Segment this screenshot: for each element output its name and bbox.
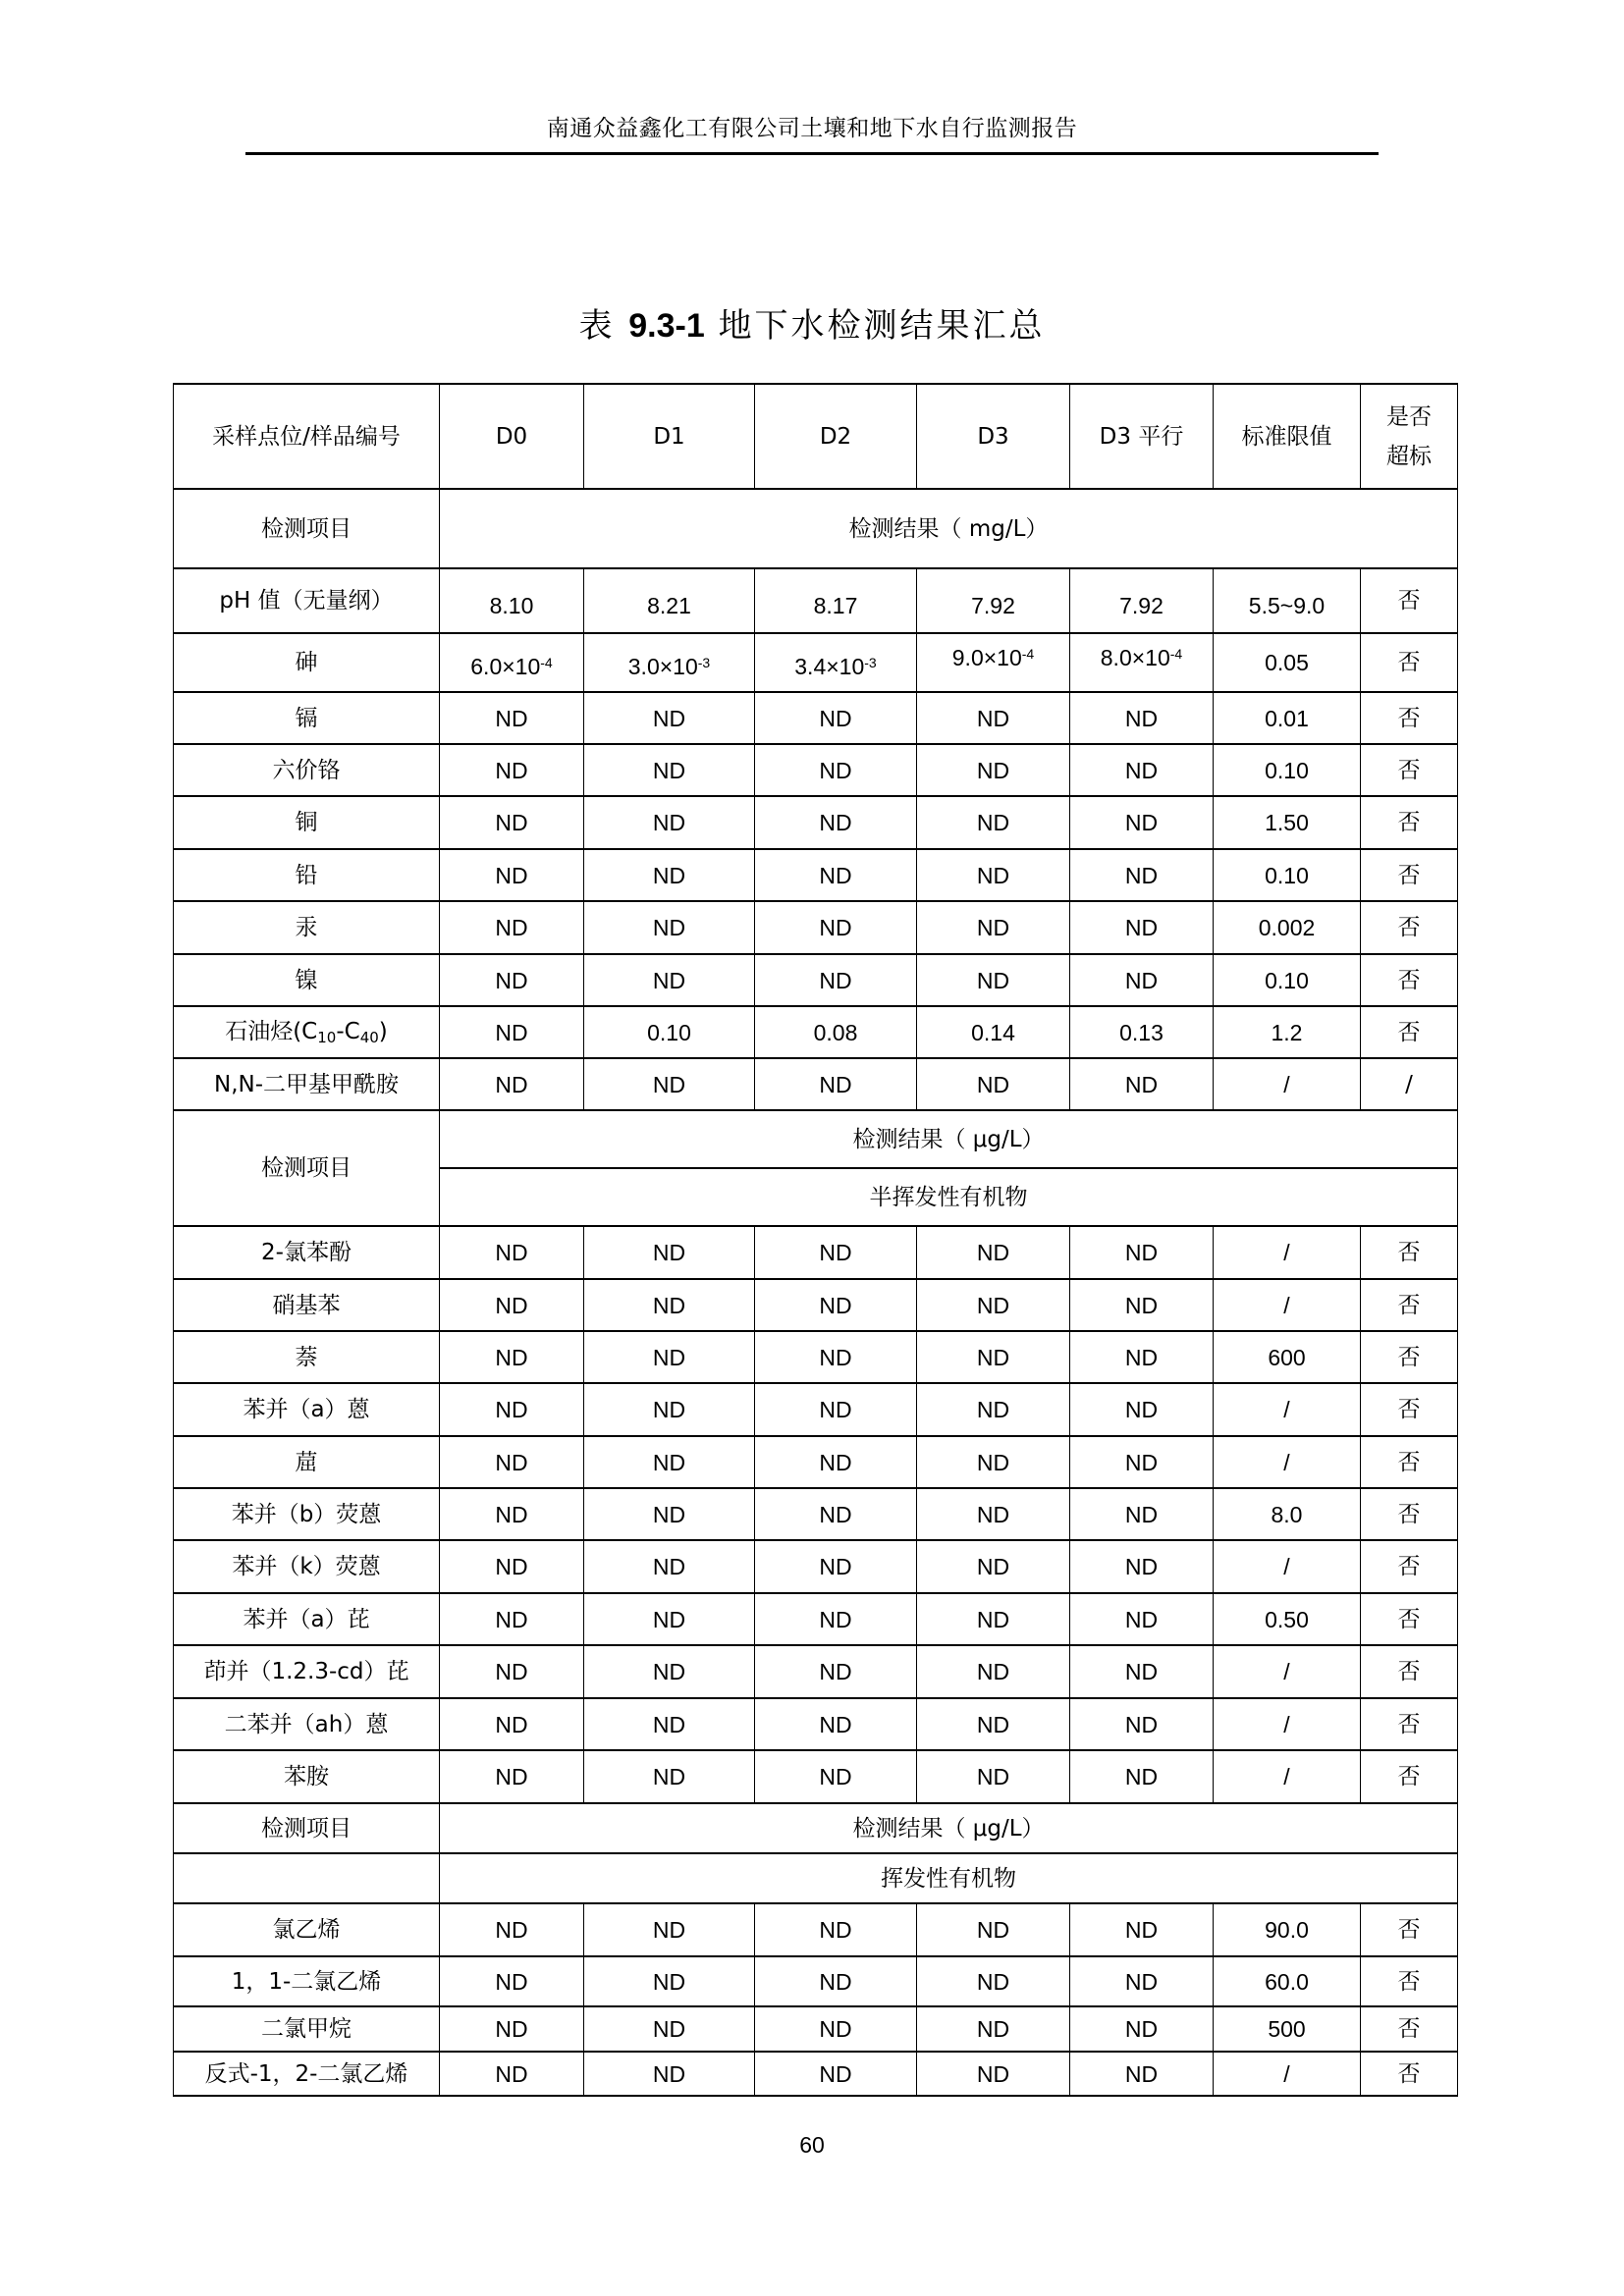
result-value: ND (440, 1488, 584, 1540)
result-value: ND (440, 1750, 584, 1803)
standard-limit-header: 标准限值 (1214, 384, 1361, 489)
title-prefix: 表 (578, 306, 616, 346)
standard-limit: / (1214, 2052, 1361, 2096)
item-name: 砷 (174, 633, 440, 692)
result-value: ND (1070, 692, 1214, 744)
result-value: ND (755, 901, 917, 954)
item-name: 苯胺 (174, 1750, 440, 1803)
result-value: ND (440, 2006, 584, 2052)
page-number: 60 (799, 2132, 825, 2158)
result-value: ND (755, 849, 917, 901)
result-value: ND (755, 1436, 917, 1488)
result-value: ND (917, 1488, 1070, 1540)
table-row (174, 1698, 1458, 1750)
exceed-flag: 否 (1361, 2052, 1458, 2096)
value-exponent: -3 (864, 655, 877, 670)
table-row (174, 954, 1458, 1006)
result-value: ND (755, 1279, 917, 1331)
table-row (174, 1279, 1458, 1331)
result-value: 0.13 (1070, 1006, 1214, 1058)
column-header: D3 (917, 384, 1070, 489)
result-value: ND (917, 1436, 1070, 1488)
table-row (174, 1331, 1458, 1383)
result-value: ND (1070, 1331, 1214, 1383)
standard-limit: / (1214, 1645, 1361, 1698)
result-value: ND (1070, 1383, 1214, 1436)
result-value: ND (1070, 1226, 1214, 1279)
exceed-flag: 否 (1361, 633, 1458, 692)
result-value (584, 633, 755, 692)
standard-limit: 60.0 (1214, 1956, 1361, 2006)
value-exponent: -4 (1169, 646, 1183, 662)
table-title (245, 302, 1379, 349)
table-row (174, 633, 1458, 692)
standard-limit: / (1214, 1226, 1361, 1279)
exceed-flag: 否 (1361, 1540, 1458, 1593)
standard-limit: 5.5~9.0 (1214, 568, 1361, 633)
item-name: 二苯并（ah）蒽 (174, 1698, 440, 1750)
table-row (174, 796, 1458, 849)
item-name: 铜 (174, 796, 440, 849)
result-value: ND (584, 901, 755, 954)
exceed-flag: 否 (1361, 568, 1458, 633)
result-value: ND (917, 1750, 1070, 1803)
result-value: ND (584, 1383, 755, 1436)
item-name-suffix: ) (378, 1018, 388, 1044)
result-value: ND (755, 1488, 917, 1540)
sample-label: 采样点位/样品编号 (174, 384, 440, 489)
table-row (174, 1226, 1458, 1279)
item-name: N,N-二甲基甲酰胺 (174, 1058, 440, 1110)
result-value (917, 633, 1070, 692)
result-value: ND (584, 1436, 755, 1488)
item-name: 䓛 (174, 1436, 440, 1488)
table-row (174, 2006, 1458, 2052)
result-value: ND (440, 849, 584, 901)
exceed-flag: 否 (1361, 1645, 1458, 1698)
result-value: ND (440, 1279, 584, 1331)
exceed-header (1361, 384, 1458, 489)
result-value: ND (917, 796, 1070, 849)
result-value: ND (584, 744, 755, 796)
value-mantissa: 8.0×10 (1100, 645, 1170, 670)
standard-limit: 90.0 (1214, 1903, 1361, 1956)
result-value: ND (755, 2006, 917, 2052)
item-name-subscript: 40 (359, 1028, 379, 1046)
result-value: ND (440, 1903, 584, 1956)
result-value (1070, 633, 1214, 692)
standard-limit: / (1214, 1540, 1361, 1593)
result-value: ND (1070, 1645, 1214, 1698)
value-mantissa: 3.4×10 (794, 654, 865, 679)
result-value: ND (755, 1593, 917, 1645)
item-name-subscript: 10 (317, 1028, 337, 1046)
standard-limit: 0.10 (1214, 744, 1361, 796)
standard-limit: / (1214, 1058, 1361, 1110)
result-value: ND (440, 901, 584, 954)
result-value: ND (1070, 744, 1214, 796)
exceed-header-line2: 超标 (1386, 443, 1432, 469)
result-value: ND (755, 1331, 917, 1383)
exceed-flag: 否 (1361, 849, 1458, 901)
item-name: 1，1-二氯乙烯 (174, 1956, 440, 2006)
standard-limit: / (1214, 1279, 1361, 1331)
section1-unit-row (174, 489, 1458, 568)
value-exponent: -3 (697, 655, 711, 670)
exceed-flag: 否 (1361, 1006, 1458, 1058)
standard-limit: / (1214, 1750, 1361, 1803)
standard-limit: 0.50 (1214, 1593, 1361, 1645)
standard-limit: 8.0 (1214, 1488, 1361, 1540)
group-label: 半挥发性有机物 (440, 1168, 1458, 1226)
result-value: ND (1070, 1058, 1214, 1110)
result-value: ND (584, 1331, 755, 1383)
exceed-flag: 否 (1361, 796, 1458, 849)
standard-limit: 1.2 (1214, 1006, 1361, 1058)
standard-limit: 0.05 (1214, 633, 1361, 692)
result-value: ND (755, 692, 917, 744)
result-value (755, 633, 917, 692)
result-value: ND (440, 796, 584, 849)
item-label: 检测项目 (174, 1110, 440, 1226)
exceed-flag: 否 (1361, 1593, 1458, 1645)
exceed-flag: 否 (1361, 1956, 1458, 2006)
table-row (174, 1540, 1458, 1593)
table-row (174, 1903, 1458, 1956)
exceed-flag: 否 (1361, 1698, 1458, 1750)
exceed-flag: 否 (1361, 744, 1458, 796)
item-name: 六价铬 (174, 744, 440, 796)
result-value: ND (440, 2052, 584, 2096)
result-value: ND (440, 1593, 584, 1645)
standard-limit: 600 (1214, 1331, 1361, 1383)
result-unit-label: 检测结果（ mg/L） (440, 489, 1458, 568)
result-value: ND (584, 954, 755, 1006)
standard-limit: / (1214, 1698, 1361, 1750)
result-value: ND (1070, 2052, 1214, 2096)
result-value: ND (1070, 849, 1214, 901)
result-value: ND (755, 744, 917, 796)
item-name: 二氯甲烷 (174, 2006, 440, 2052)
table-row (174, 1750, 1458, 1803)
result-value: ND (755, 796, 917, 849)
result-value: 8.10 (440, 568, 584, 633)
groundwater-results-table (173, 383, 1458, 2097)
value-mantissa: 3.0×10 (627, 654, 698, 679)
exceed-flag: 否 (1361, 2006, 1458, 2052)
result-value: ND (440, 954, 584, 1006)
result-value: ND (755, 1645, 917, 1698)
standard-limit: 0.10 (1214, 849, 1361, 901)
title-number: 9.3-1 (628, 307, 705, 345)
column-header: D0 (440, 384, 584, 489)
result-value: ND (1070, 1698, 1214, 1750)
item-name-mid: -C (336, 1018, 360, 1044)
table-row (174, 1383, 1458, 1436)
result-value: ND (917, 2052, 1070, 2096)
result-value: ND (440, 1436, 584, 1488)
result-value: ND (755, 1956, 917, 2006)
result-value: ND (917, 1903, 1070, 1956)
item-label: 检测项目 (174, 1803, 440, 1853)
column-header: D2 (755, 384, 917, 489)
result-unit-label: 检测结果（ μg/L） (440, 1110, 1458, 1168)
standard-limit: 0.01 (1214, 692, 1361, 744)
result-value: ND (1070, 796, 1214, 849)
result-value: ND (917, 1226, 1070, 1279)
standard-limit: 0.10 (1214, 954, 1361, 1006)
result-value (440, 633, 584, 692)
running-header: 南通众益鑫化工有限公司土壤和地下水自行监测报告 (546, 116, 1078, 141)
result-value: ND (917, 1058, 1070, 1110)
result-value: ND (584, 692, 755, 744)
table-row (174, 1645, 1458, 1698)
result-value: ND (1070, 1750, 1214, 1803)
exceed-flag: 否 (1361, 1436, 1458, 1488)
result-value: ND (917, 1645, 1070, 1698)
table-row (174, 1058, 1458, 1110)
item-name: 汞 (174, 901, 440, 954)
item-name: 苯并（a）蒽 (174, 1383, 440, 1436)
table-row (174, 1593, 1458, 1645)
result-value: ND (584, 2052, 755, 2096)
item-name: 铅 (174, 849, 440, 901)
result-value: ND (584, 849, 755, 901)
exceed-flag: 否 (1361, 954, 1458, 1006)
item-name (174, 1006, 440, 1058)
exceed-header-line1: 是否 (1386, 403, 1432, 430)
result-value: ND (1070, 2006, 1214, 2052)
section3-unit-row (174, 1803, 1458, 1853)
result-value: ND (440, 1645, 584, 1698)
result-value: 0.08 (755, 1006, 917, 1058)
standard-limit: / (1214, 1436, 1361, 1488)
result-value: ND (584, 1058, 755, 1110)
standard-limit: 500 (1214, 2006, 1361, 2052)
title-text: 地下水检测结果汇总 (718, 306, 1046, 346)
table-row (174, 744, 1458, 796)
table-row (174, 2052, 1458, 2096)
exceed-flag: 否 (1361, 1750, 1458, 1803)
exceed-flag: / (1361, 1058, 1458, 1110)
result-value: ND (584, 1645, 755, 1698)
result-value: ND (584, 1226, 755, 1279)
result-value: ND (440, 692, 584, 744)
result-value: ND (917, 692, 1070, 744)
result-value: 7.92 (917, 568, 1070, 633)
result-value: ND (584, 1593, 755, 1645)
item-name: 萘 (174, 1331, 440, 1383)
section2-unit-row (174, 1110, 1458, 1168)
result-value: ND (440, 1383, 584, 1436)
value-mantissa: 6.0×10 (470, 654, 541, 679)
exceed-flag: 否 (1361, 1488, 1458, 1540)
result-value: ND (440, 1698, 584, 1750)
result-value: ND (440, 744, 584, 796)
result-value: ND (755, 1903, 917, 1956)
result-value: ND (917, 1540, 1070, 1593)
result-value: ND (755, 1750, 917, 1803)
item-name: 苯并（k）荧蒽 (174, 1540, 440, 1593)
result-value: ND (917, 1383, 1070, 1436)
table-row (174, 1436, 1458, 1488)
exceed-flag: 否 (1361, 901, 1458, 954)
result-value: ND (584, 1540, 755, 1593)
item-label: 检测项目 (174, 489, 440, 568)
result-value: ND (1070, 901, 1214, 954)
result-value: ND (917, 744, 1070, 796)
exceed-flag: 否 (1361, 692, 1458, 744)
exceed-flag: 否 (1361, 1383, 1458, 1436)
result-value: ND (1070, 1488, 1214, 1540)
result-value: ND (584, 1698, 755, 1750)
result-value: ND (584, 1750, 755, 1803)
item-name: 硝基苯 (174, 1279, 440, 1331)
result-value: ND (1070, 1956, 1214, 2006)
result-value: ND (440, 1226, 584, 1279)
column-header: D3 平行 (1070, 384, 1214, 489)
table-row (174, 901, 1458, 954)
result-value: ND (917, 1279, 1070, 1331)
result-value: ND (440, 1331, 584, 1383)
result-value: ND (1070, 1279, 1214, 1331)
result-value: ND (755, 1540, 917, 1593)
result-value: ND (917, 1593, 1070, 1645)
result-value: ND (440, 1006, 584, 1058)
result-value: ND (755, 1058, 917, 1110)
item-name: 2-氯苯酚 (174, 1226, 440, 1279)
item-name: 镍 (174, 954, 440, 1006)
item-name: pH 值（无量纲） (174, 568, 440, 633)
standard-limit: 0.002 (1214, 901, 1361, 954)
result-value: ND (917, 1331, 1070, 1383)
table-row (174, 849, 1458, 901)
exceed-flag: 否 (1361, 1331, 1458, 1383)
group-label: 挥发性有机物 (440, 1853, 1458, 1903)
result-value: 8.21 (584, 568, 755, 633)
result-value: ND (755, 1383, 917, 1436)
exceed-flag: 否 (1361, 1903, 1458, 1956)
result-value: ND (755, 1698, 917, 1750)
result-value: ND (1070, 954, 1214, 1006)
column-header: D1 (584, 384, 755, 489)
exceed-flag: 否 (1361, 1279, 1458, 1331)
result-value: ND (584, 1488, 755, 1540)
exceed-flag: 否 (1361, 1226, 1458, 1279)
result-value: ND (917, 901, 1070, 954)
result-unit-label: 检测结果（ μg/L） (440, 1803, 1458, 1853)
value-exponent: -4 (1021, 646, 1035, 662)
item-name: 镉 (174, 692, 440, 744)
result-value: ND (1070, 1540, 1214, 1593)
result-value: 8.17 (755, 568, 917, 633)
result-value: ND (584, 1956, 755, 2006)
table-row (174, 568, 1458, 633)
result-value: 0.14 (917, 1006, 1070, 1058)
result-value: ND (917, 1698, 1070, 1750)
result-value: ND (584, 1903, 755, 1956)
result-value: ND (440, 1540, 584, 1593)
item-name: 苯并（a）芘 (174, 1593, 440, 1645)
result-value: 0.10 (584, 1006, 755, 1058)
result-value: ND (755, 2052, 917, 2096)
section3-group-row (174, 1853, 1458, 1903)
result-value: ND (917, 1956, 1070, 2006)
table-row (174, 1488, 1458, 1540)
table-row (174, 1956, 1458, 2006)
item-name-prefix: 石油烃(C (225, 1018, 318, 1044)
result-value: ND (1070, 1436, 1214, 1488)
result-value: ND (584, 1279, 755, 1331)
item-name: 氯乙烯 (174, 1903, 440, 1956)
table-row (174, 1006, 1458, 1058)
result-value: ND (584, 2006, 755, 2052)
table-row (174, 692, 1458, 744)
result-value: ND (1070, 1903, 1214, 1956)
value-mantissa: 9.0×10 (951, 645, 1022, 670)
result-value: ND (755, 954, 917, 1006)
result-value: ND (917, 954, 1070, 1006)
result-value: ND (440, 1956, 584, 2006)
value-exponent: -4 (540, 655, 553, 670)
result-value: ND (1070, 1593, 1214, 1645)
header-row (174, 384, 1458, 489)
result-value: ND (755, 1226, 917, 1279)
result-value: ND (584, 796, 755, 849)
standard-limit: 1.50 (1214, 796, 1361, 849)
item-name: 反式-1，2-二氯乙烯 (174, 2052, 440, 2096)
result-value: ND (917, 2006, 1070, 2052)
standard-limit: / (1214, 1383, 1361, 1436)
blank-cell (174, 1853, 440, 1903)
item-name: 苯并（b）荧蒽 (174, 1488, 440, 1540)
result-value: ND (917, 849, 1070, 901)
result-value: 7.92 (1070, 568, 1214, 633)
result-value: ND (440, 1058, 584, 1110)
header-rule (245, 152, 1379, 155)
item-name: 茚并（1.2.3-cd）芘 (174, 1645, 440, 1698)
